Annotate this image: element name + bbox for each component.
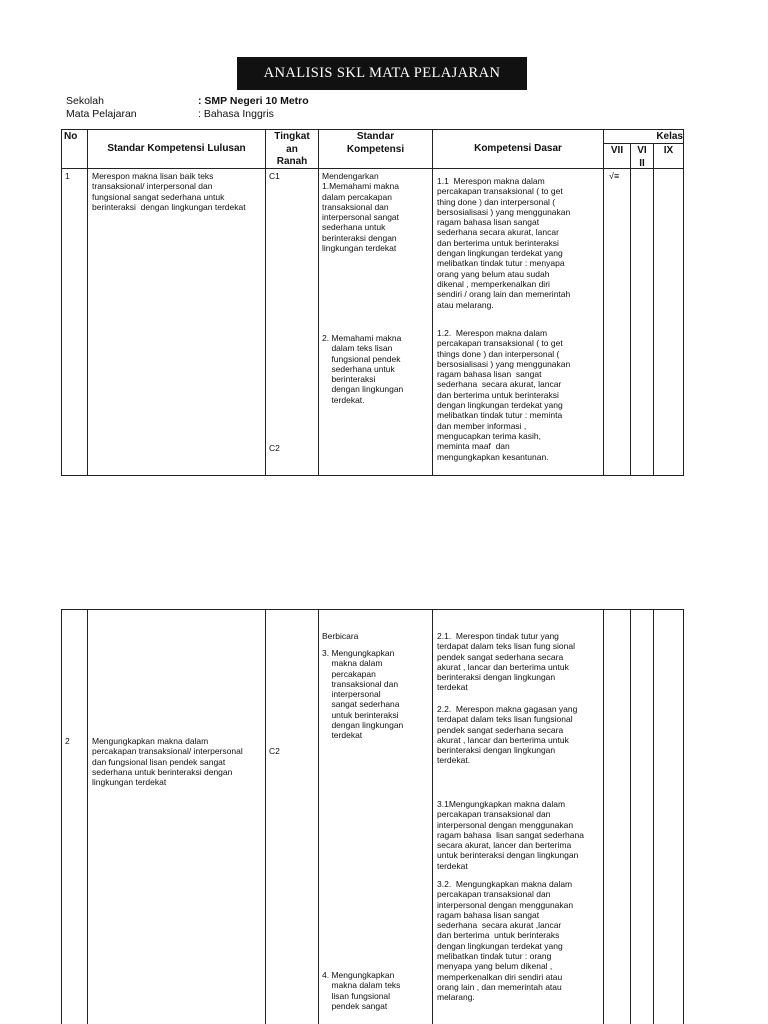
header-kd: Kompetensi Dasar	[474, 143, 562, 154]
table-rule	[61, 475, 684, 476]
table-rule	[653, 609, 654, 1024]
table-rule	[603, 609, 604, 1024]
row1-tingkat-c1: C1	[269, 171, 280, 181]
header-sk: Standar Kompetensi	[346, 131, 405, 155]
table-rule	[265, 609, 266, 1024]
table-rule	[87, 609, 88, 1024]
page-title: ANALISIS SKL MATA PELAJARAN	[237, 57, 527, 90]
table-rule	[61, 129, 684, 130]
table-rule	[87, 129, 88, 476]
row1-tingkat-c2: C2	[269, 443, 280, 453]
table-rule	[630, 609, 631, 1024]
header-tingkat: Tingkat an Ranah	[274, 131, 310, 167]
row1-kd-b: 1.2. Merespon makna dalam percakapan transaksional ( to get things done ) dan interpersonal ( bersosialisasi ) yang menggunakan ragam bahasa lisan sangat sederhana secara akurat, lancar dan berterima untuk berinteraksi dengan lingkungan terdekat yang melibatkan tindak tutur : meminta dan member informasi , mengucapkan terima kasih, meminta maaf dan mengungkapkan kesantunan.	[437, 328, 571, 462]
table-rule	[61, 168, 684, 169]
table-rule	[61, 129, 62, 476]
row1-no: 1	[65, 171, 70, 181]
subject-label: Mata Pelajaran	[66, 108, 137, 120]
row1-sk-b: 2. Memahami makna dalam teks lisan fungsional pendek sederhana untuk berinteraksi dengan lingkungan terdekat.	[322, 333, 404, 405]
header-kelas: Kelas	[656, 131, 683, 142]
row2-kd-d: 3.2. Mengungkapkan makna dalam percakapan transaksional dan interpersonal dengan menggunakan ragam bahasa lisan sangat sederhana secara akurat ,lancar dan berterima untuk berinteraks dengan lingkungan terdekat yang melibatkan tindak tutur : orang menyapa yang belum dikenal , memperkenalkan diri sendiri atau orang lain , dan memerintah atau melarang.	[437, 879, 574, 1003]
check-mark-icon: √≡	[609, 171, 620, 181]
row2-sk-b: 4. Mengungkapkan makna dalam teks lisan fungsional pendek sangat	[322, 970, 401, 1011]
header-no: No	[64, 131, 78, 142]
table-rule	[318, 609, 319, 1024]
header-viii: VI II	[637, 145, 647, 169]
row2-sk-a: 3. Mengungkapkan makna dalam percakapan transaksional dan interpersonal sangat sederhana untuk berinteraksi dengan lingkungan terdekat	[322, 648, 404, 741]
table-rule	[61, 609, 62, 1024]
row2-sk-heading: Berbicara	[322, 631, 359, 641]
school-value: : SMP Negeri 10 Metro	[198, 95, 309, 107]
table-rule	[265, 129, 266, 476]
school-label: Sekolah	[66, 95, 104, 107]
header-skl: Standar Kompetensi Lulusan	[107, 143, 246, 154]
row1-kd-a: 1.1 Merespon makna dalam percakapan transaksional ( to get thing done ) dan interpersonal ( bersosialisasi ) yang menggunakan ragam bahasa lisan sangat sederhana secara akurat, lancar dan berterima untuk berinteraksi dengan lingkungan terdekat yang melibatkan tindak tutur : menyapa orang yang belum atau sudah dikenal , memperkenalkan diri sendiri / orang lain dan memerintah atau melarang.	[437, 176, 571, 310]
row1-sk-a: Mendengarkan 1.Memahami makna dalam percakapan transaksional dan interpersonal sangat sederhana untuk berinteraksi dengan lingkungan terdekat	[322, 171, 400, 254]
header-ix: IX	[663, 145, 674, 156]
header-vii: VII	[610, 145, 624, 156]
subject-value: : Bahasa Inggris	[198, 108, 274, 120]
row2-kd-b: 2.2. Merespon makna gagasan yang terdapat dalam teks lisan fungsional pendek sangat sederhana secara akurat , lancar dan berterima untuk berinteraksi dengan lingkungan terdekat.	[437, 704, 578, 766]
row2-no: 2	[65, 736, 70, 746]
table-rule	[603, 129, 604, 476]
table-rule	[61, 609, 684, 610]
row2-skl: Mengungkapkan makna dalam percakapan transaksional/ interpersonal dan fungsional lisan pendek sangat sederhana untuk berinteraksi dengan lingkungan terdekat	[92, 736, 243, 788]
row2-tingkat: C2	[269, 746, 280, 756]
table-rule	[683, 609, 684, 1024]
table-rule	[653, 143, 654, 476]
table-rule	[432, 129, 433, 476]
row2-kd-c: 3.1Mengungkapkan makna dalam percakapan transaksional dan interpersonal dengan menggunakan ragam bahasa lisan sangat sederhana secara akurat, lancer dan berterima untuk berinteraksi dengan lingkungan terdekat	[437, 799, 584, 871]
row2-kd-a: 2.1. Merespon tindak tutur yang terdapat dalam teks lisan fung sional pendek sangat sederhana secara akurat , lancar dan berterima untuk berinteraksi dengan lingkungan terdekat	[437, 631, 575, 693]
table-rule	[683, 129, 684, 476]
table-rule	[432, 609, 433, 1024]
table-rule	[630, 143, 631, 476]
row1-skl: Merespon makna lisan baik teks transaksional/ interpersonal dan fungsional sangat sederhana untuk berinteraksi dengan lingkungan terdekat	[92, 171, 246, 212]
table-rule	[318, 129, 319, 476]
